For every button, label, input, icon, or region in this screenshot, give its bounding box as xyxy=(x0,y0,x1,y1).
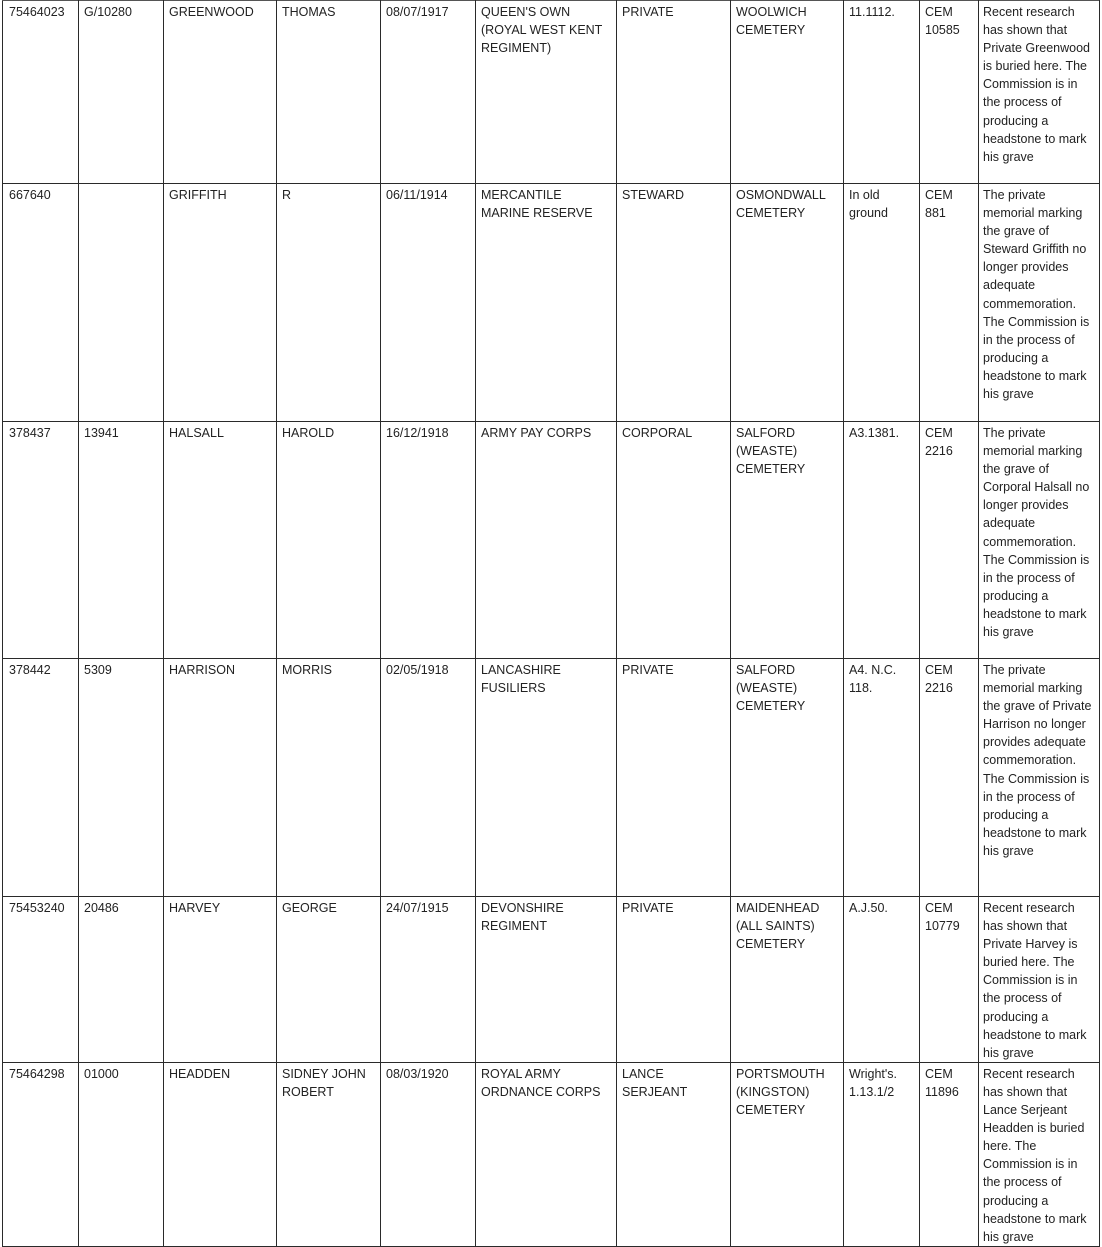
cemetery-cell: MAIDENHEAD (ALL SAINTS) CEMETERY xyxy=(731,897,844,1063)
service-number-cell: 20486 xyxy=(79,897,164,1063)
table-row xyxy=(3,422,1100,659)
date-of-death-cell: 06/11/1914 xyxy=(381,184,476,422)
table-row xyxy=(3,659,1100,897)
surname-cell: HARVEY xyxy=(164,897,277,1063)
rank-cell: LANCE SERJEANT xyxy=(617,1062,731,1246)
surname-cell: GRIFFITH xyxy=(164,184,277,422)
regiment-cell: DEVONSHIRE REGIMENT xyxy=(476,897,617,1063)
forename-cell: THOMAS xyxy=(277,1,381,184)
table-row xyxy=(3,184,1100,422)
cemetery-cell: PORTSMOUTH (KINGSTON) CEMETERY xyxy=(731,1062,844,1246)
regiment-cell: ROYAL ARMY ORDNANCE CORPS xyxy=(476,1062,617,1246)
record-id-cell: 378442 xyxy=(3,659,79,897)
cemetery-reference-cell: CEM 10779 xyxy=(920,897,979,1063)
regiment-cell: ARMY PAY CORPS xyxy=(476,422,617,659)
grave-reference-cell: A3.1381. xyxy=(844,422,920,659)
date-of-death-cell: 02/05/1918 xyxy=(381,659,476,897)
rank-cell: PRIVATE xyxy=(617,659,731,897)
rank-cell: PRIVATE xyxy=(617,1,731,184)
record-id-cell: 75464023 xyxy=(3,1,79,184)
forename-cell: R xyxy=(277,184,381,422)
note-cell: The private memorial marking the grave of Steward Griffith no longer provides adequate commemoration. The Commission is in the process of producing a headstone to mark his grave xyxy=(979,184,1100,422)
forename-cell: GEORGE xyxy=(277,897,381,1063)
grave-reference-cell: A.J.50. xyxy=(844,897,920,1063)
table-row xyxy=(3,1,1100,184)
record-id-cell: 75453240 xyxy=(3,897,79,1063)
service-number-cell: 5309 xyxy=(79,659,164,897)
surname-cell: HEADDEN xyxy=(164,1062,277,1246)
regiment-cell: LANCASHIRE FUSILIERS xyxy=(476,659,617,897)
grave-reference-cell: In old ground xyxy=(844,184,920,422)
surname-cell: HALSALL xyxy=(164,422,277,659)
cemetery-cell: WOOLWICH CEMETERY xyxy=(731,1,844,184)
note-cell: The private memorial marking the grave of Private Harrison no longer provides adequate commemoration. The Commission is in the process of producing a headstone to mark his grave xyxy=(979,659,1100,897)
cemetery-cell: SALFORD (WEASTE) CEMETERY xyxy=(731,422,844,659)
date-of-death-cell: 24/07/1915 xyxy=(381,897,476,1063)
cemetery-reference-cell: CEM 2216 xyxy=(920,422,979,659)
record-id-cell: 667640 xyxy=(3,184,79,422)
rank-cell: CORPORAL xyxy=(617,422,731,659)
forename-cell: MORRIS xyxy=(277,659,381,897)
regiment-cell: QUEEN'S OWN (ROYAL WEST KENT REGIMENT) xyxy=(476,1,617,184)
forename-cell: SIDNEY JOHN ROBERT xyxy=(277,1062,381,1246)
cemetery-reference-cell: CEM 881 xyxy=(920,184,979,422)
note-cell: Recent research has shown that Lance Serjeant Headden is buried here. The Commission is in the process of producing a headstone to mark his grave xyxy=(979,1062,1100,1246)
cemetery-reference-cell: CEM 2216 xyxy=(920,659,979,897)
service-number-cell: 01000 xyxy=(79,1062,164,1246)
date-of-death-cell: 08/07/1917 xyxy=(381,1,476,184)
grave-reference-cell: 11.1112. xyxy=(844,1,920,184)
surname-cell: GREENWOOD xyxy=(164,1,277,184)
note-cell: Recent research has shown that Private Greenwood is buried here. The Commission is in the process of producing a headstone to mark his grave xyxy=(979,1,1100,184)
service-number-cell: G/10280 xyxy=(79,1,164,184)
commemoration-table xyxy=(2,0,1100,1247)
table-row xyxy=(3,897,1100,1063)
rank-cell: PRIVATE xyxy=(617,897,731,1063)
table-row xyxy=(3,1062,1100,1246)
note-cell: The private memorial marking the grave of Corporal Halsall no longer provides adequate commemoration. The Commission is in the process of producing a headstone to mark his grave xyxy=(979,422,1100,659)
service-number-cell: 13941 xyxy=(79,422,164,659)
cemetery-reference-cell: CEM 10585 xyxy=(920,1,979,184)
rank-cell: STEWARD xyxy=(617,184,731,422)
surname-cell: HARRISON xyxy=(164,659,277,897)
record-id-cell: 378437 xyxy=(3,422,79,659)
regiment-cell: MERCANTILE MARINE RESERVE xyxy=(476,184,617,422)
note-cell: Recent research has shown that Private Harvey is buried here. The Commission is in the process of producing a headstone to mark his grave xyxy=(979,897,1100,1063)
service-number-cell xyxy=(79,184,164,422)
record-id-cell: 75464298 xyxy=(3,1062,79,1246)
grave-reference-cell: A4. N.C. 118. xyxy=(844,659,920,897)
date-of-death-cell: 08/03/1920 xyxy=(381,1062,476,1246)
cemetery-cell: SALFORD (WEASTE) CEMETERY xyxy=(731,659,844,897)
cemetery-cell: OSMONDWALL CEMETERY xyxy=(731,184,844,422)
cemetery-reference-cell: CEM 11896 xyxy=(920,1062,979,1246)
grave-reference-cell: Wright's. 1.13.1/2 xyxy=(844,1062,920,1246)
forename-cell: HAROLD xyxy=(277,422,381,659)
date-of-death-cell: 16/12/1918 xyxy=(381,422,476,659)
